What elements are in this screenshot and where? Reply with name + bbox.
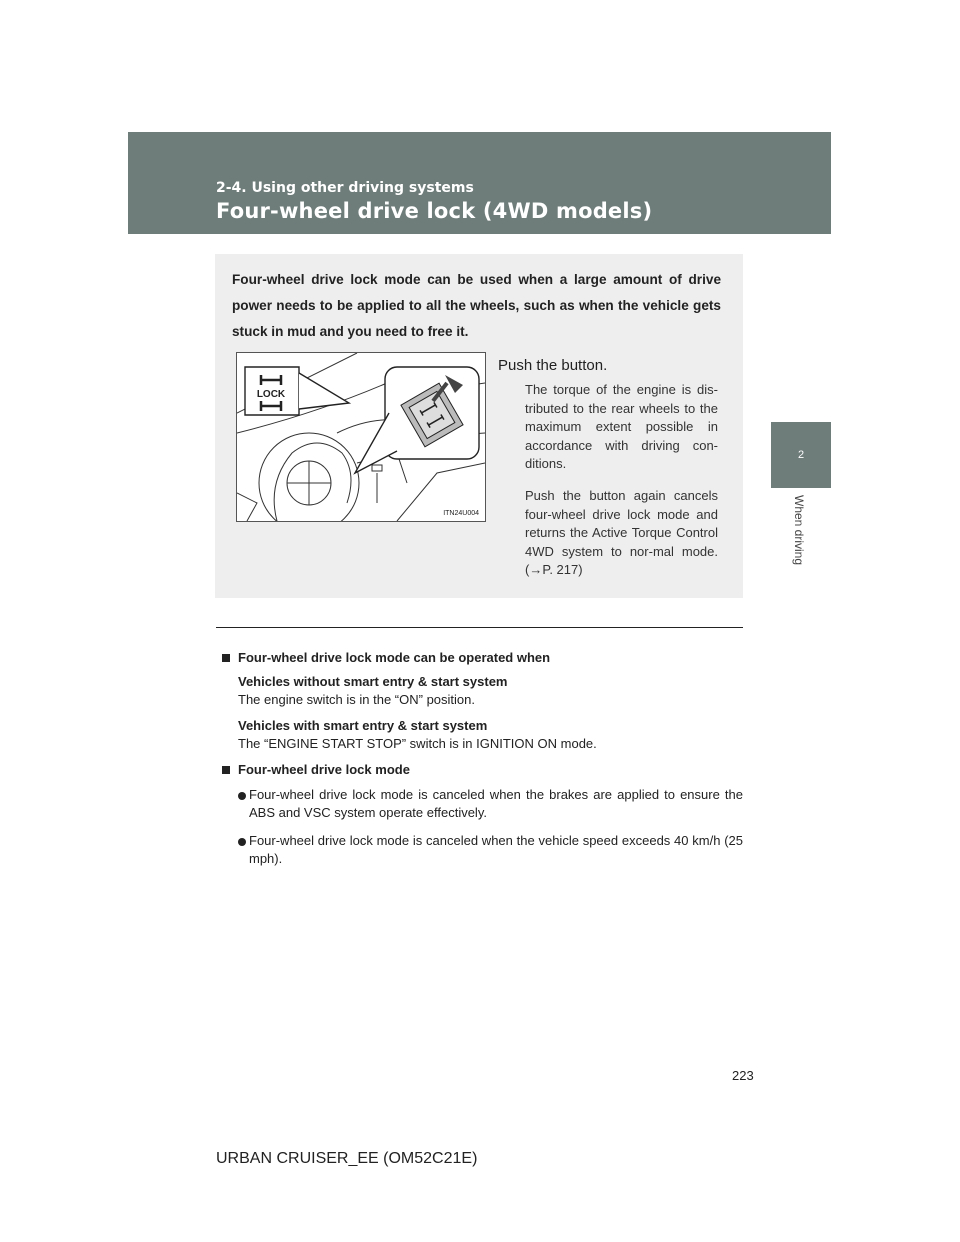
chapter-number: 2 (797, 449, 805, 461)
intro-text: Four-wheel drive lock mode can be used when a large amount of drive power needs to be applied to all the wheels, such as when the vehicle gets stuck in mud and you need to free it. (232, 272, 721, 339)
dashboard-drawing (237, 353, 485, 521)
page-title: Four-wheel drive lock (4WD models) (216, 199, 653, 223)
dashboard-illustration (236, 352, 486, 522)
page-number: 223 (732, 1068, 754, 1083)
dot-bullet-icon (238, 838, 246, 846)
lock-icon-label: LOCK (256, 389, 286, 400)
chapter-name: When driving (792, 495, 806, 566)
dot-bullet-icon (238, 792, 246, 800)
note-heading-text: Four-wheel drive lock mode can be operated when (238, 650, 551, 665)
note-subtitle-with-smart-entry: Vehicles with smart entry & start system (238, 718, 488, 733)
note-heading-operated-when (222, 649, 742, 667)
step-paragraph-cancel: Push the button again cancels four-wheel drive lock mode and returns the Active Torque Control 4WD system to nor-mal mode. (→P. 217) (525, 488, 718, 577)
note-text-engine-switch: The engine switch is in the “ON” position. (238, 692, 475, 707)
lock-callout (245, 367, 349, 415)
button-callout (355, 367, 479, 473)
chapter-tab[interactable] (771, 422, 831, 488)
note-bullet-brakes: Four-wheel drive lock mode is canceled when the brakes are applied to ensure the ABS and VSC system operate effectively. (249, 787, 743, 820)
note-text-engine-start-stop: The “ENGINE START STOP” switch is in IGNITION ON mode. (238, 736, 597, 751)
note-bullet-speed: Four-wheel drive lock mode is canceled when the vehicle speed exceeds 40 km/h (25 mph). (249, 833, 743, 866)
divider (216, 627, 743, 628)
note-heading-text: Four-wheel drive lock mode (238, 762, 410, 777)
footer-model-code: URBAN CRUISER_EE (OM52C21E) (216, 1150, 478, 1167)
note-heading-lock-mode (222, 761, 742, 779)
step-heading: Push the button. (498, 357, 608, 374)
note-subtitle-without-smart-entry: Vehicles without smart entry & start system (238, 674, 508, 689)
square-bullet-icon (222, 766, 230, 774)
step-paragraph-torque: The torque of the engine is dis-tributed to the rear wheels to the maximum extent possible in accordance with driving con-ditions. (525, 382, 718, 471)
figure-code: ITN24U004 (443, 510, 479, 517)
square-bullet-icon (222, 654, 230, 662)
section-label: 2-4. Using other driving systems (216, 180, 474, 196)
